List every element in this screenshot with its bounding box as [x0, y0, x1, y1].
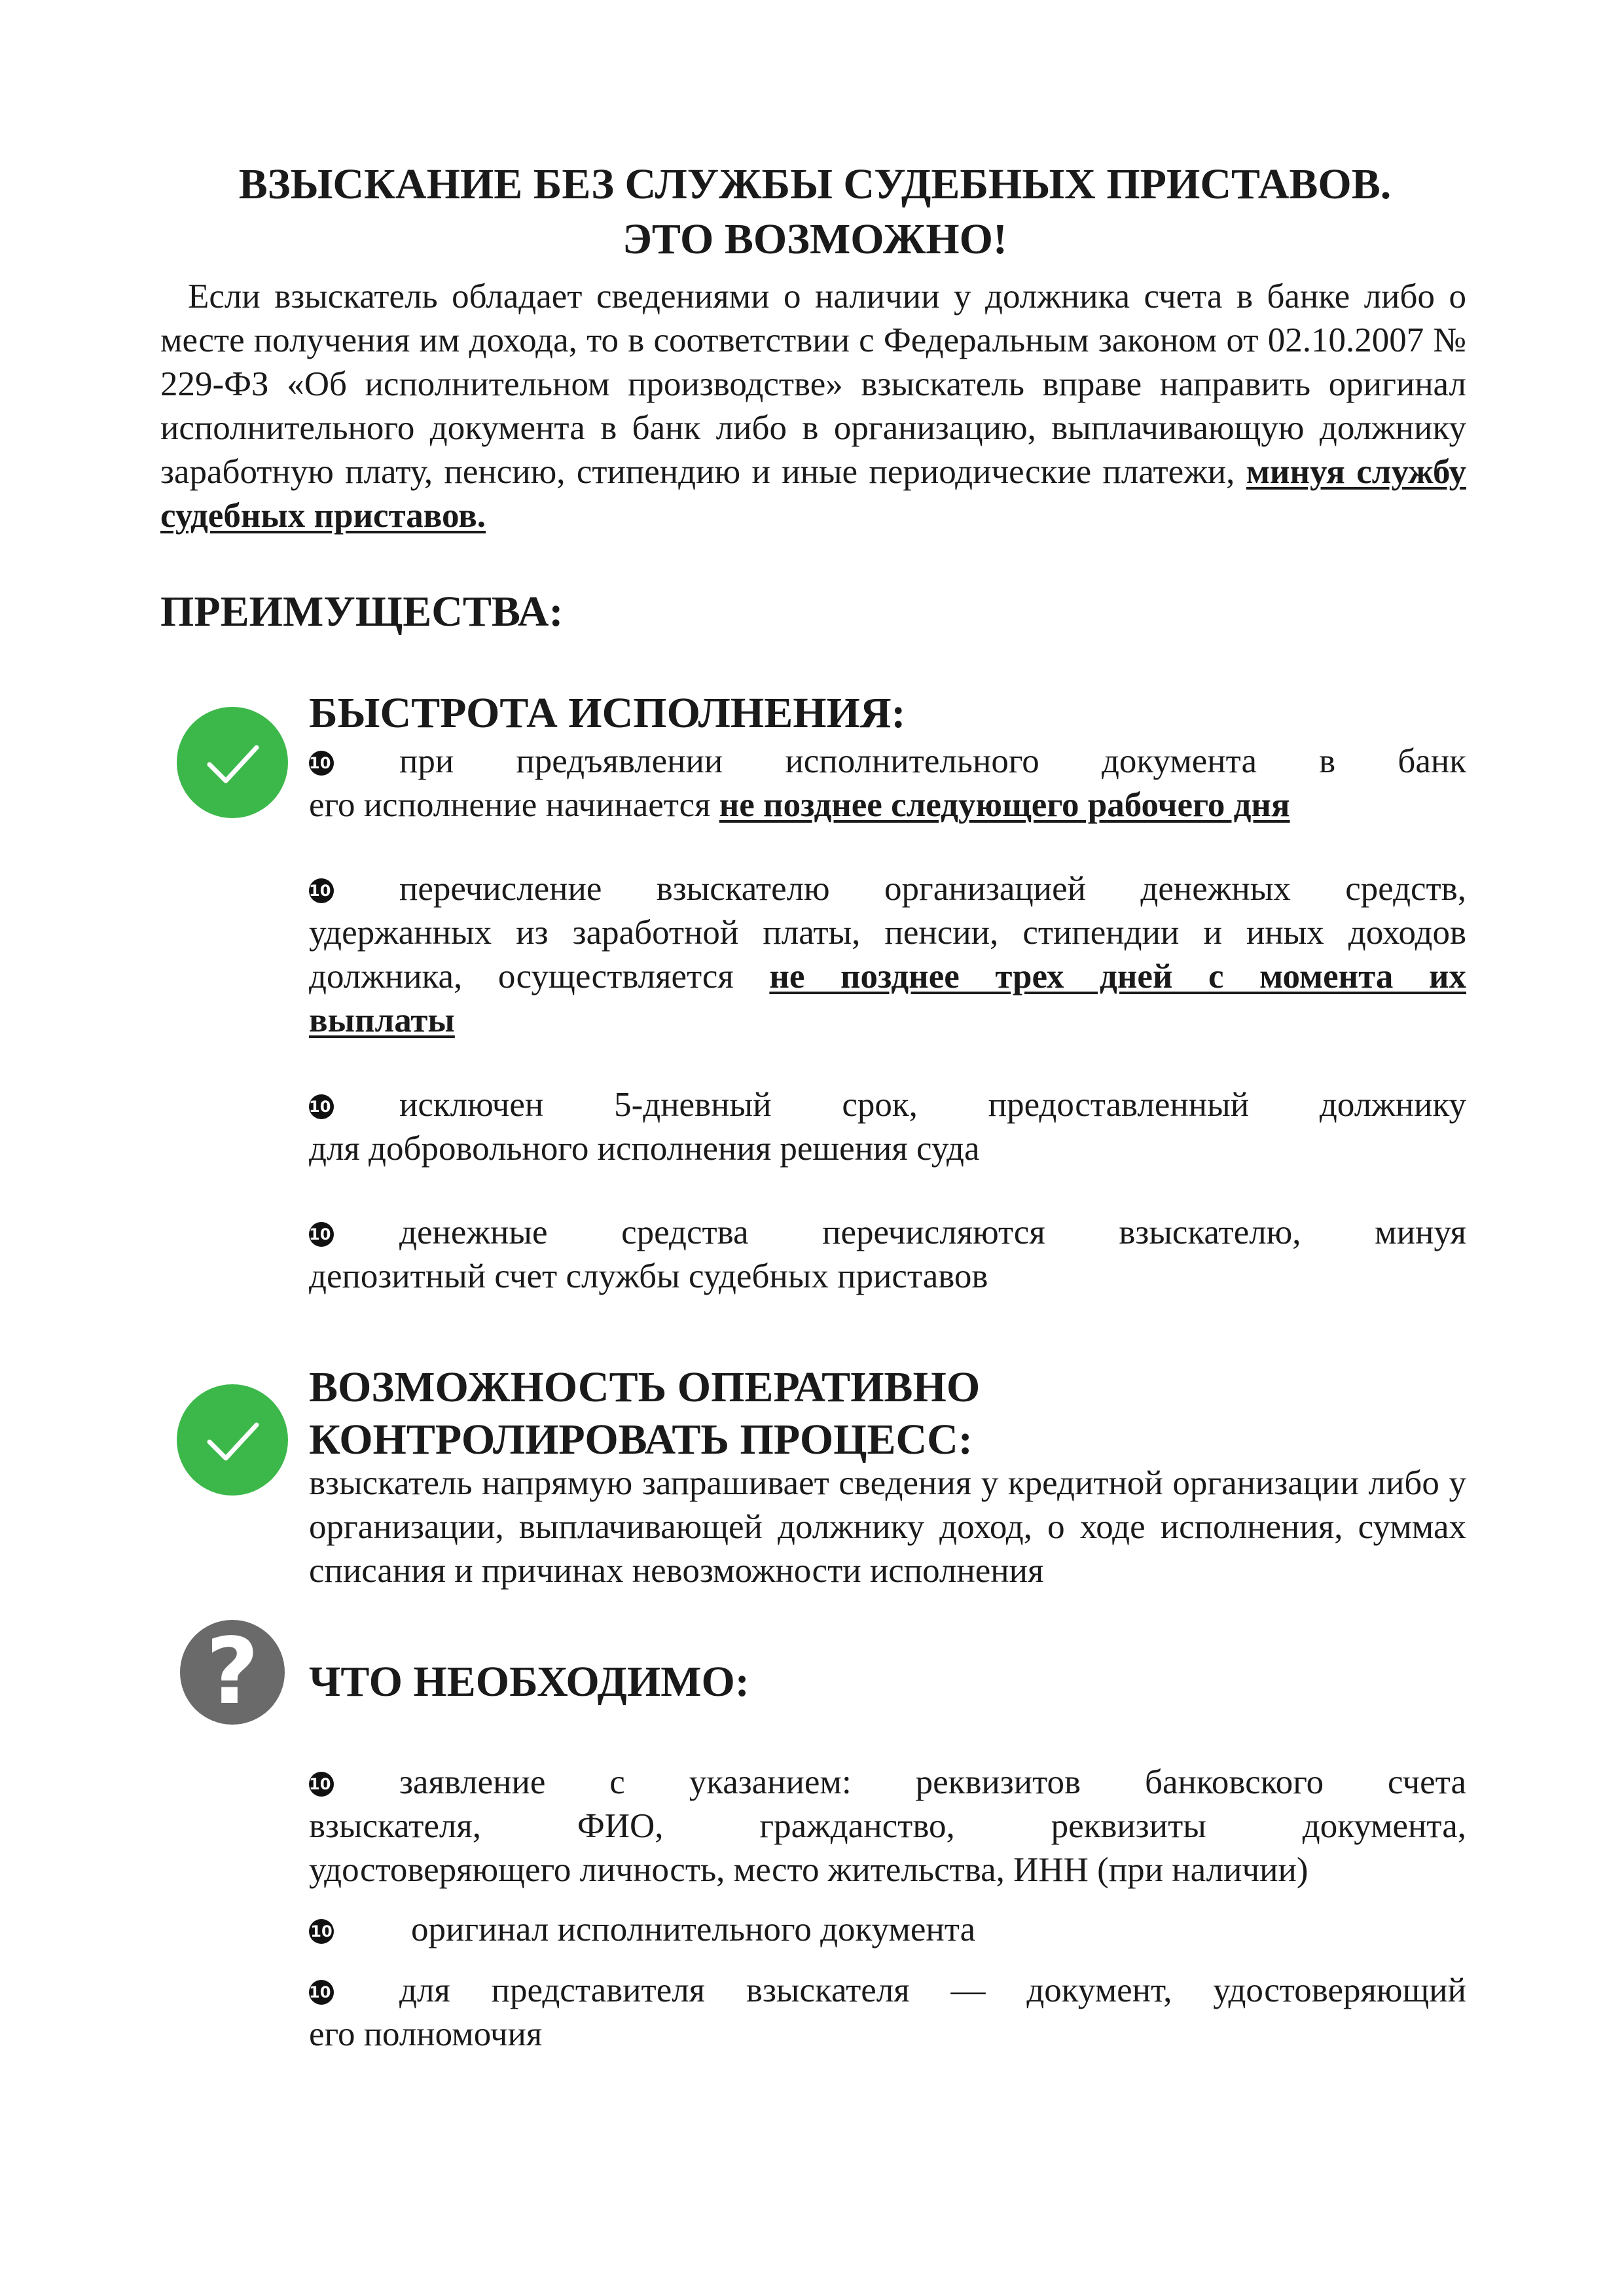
speed-item-2-line4 — [309, 999, 1466, 1043]
need-item-3-line1 — [309, 1969, 1466, 2013]
speed-item-4-rest: депозитный счет службы судебных приставов — [309, 1257, 988, 1295]
speed-item-3-rest: для добровольного исполнения решения суда — [309, 1130, 980, 1168]
speed-item-2-emphasis-a: не позднее трех дней с момента их — [769, 958, 1466, 996]
title-line-2: ЭТО ВОЗМОЖНО! — [623, 215, 1007, 263]
need-item-3-text: для представителя взыскателя — документ, удостоверяющий — [399, 1971, 1466, 2009]
bullet-icon: 10 — [309, 878, 334, 903]
speed-item-3-text: исключен 5-дневный срок, предоставленный должнику — [399, 1086, 1466, 1124]
need-heading: ЧТО НЕОБХОДИМО: — [309, 1658, 749, 1706]
bullet-icon: 10 — [309, 1094, 334, 1119]
speed-item-2 — [309, 867, 1466, 1043]
control-heading — [309, 1361, 1474, 1466]
speed-item-2-text: перечисление взыскателю организацией денежных средств, — [399, 870, 1466, 908]
speed-item-2-line1 — [309, 867, 1466, 911]
need-item-1-line1 — [309, 1761, 1466, 1804]
bullet-icon: 10 — [309, 1980, 334, 2005]
check-circle-icon — [177, 1384, 288, 1496]
speed-item-1-text: при предъявлении исполнительного документа в банк — [399, 742, 1466, 780]
speed-item-4-text: денежные средства перечисляются взыскателю, минуя — [399, 1213, 1466, 1251]
advantages-heading: ПРЕИМУЩЕСТВА: — [160, 588, 564, 636]
speed-item-3-line1 — [309, 1083, 1466, 1127]
speed-item-1-line1 — [309, 740, 1466, 783]
intro-paragraph — [160, 275, 1466, 538]
speed-item-1-rest-text: его исполнение начинается — [309, 786, 719, 824]
speed-item-4 — [309, 1211, 1466, 1299]
speed-item-2-line3-text: должника, осуществляется — [309, 958, 770, 996]
title-line-1: ВЗЫСКАНИЕ БЕЗ СЛУЖБЫ СУДЕБНЫХ ПРИСТАВОВ. — [238, 160, 1392, 208]
speed-item-1 — [309, 740, 1466, 827]
speed-item-1-rest — [309, 783, 1466, 827]
speed-item-2-line2: удержанных из заработной платы, пенсии, стипендии и иных доходов — [309, 914, 1466, 952]
need-item-1-rest: удостоверяющего личность, место жительства, ИНН (при наличии) — [309, 1851, 1308, 1889]
control-heading-line2: КОНТРОЛИРОВАТЬ ПРОЦЕСС: — [309, 1416, 973, 1463]
bullet-icon: 10 — [309, 1772, 334, 1797]
need-item-3-rest: его полномочия — [309, 2015, 543, 2053]
bullet-icon: 10 — [309, 1919, 334, 1944]
speed-item-4-line1 — [309, 1211, 1466, 1255]
need-item-1 — [309, 1761, 1466, 1892]
intro-text: Если взыскатель обладает сведениями о наличии у должника счета в банке либо о месте получения им дохода, то в соответствии с Федеральным законом от 02.10.2007 № 229-ФЗ «Об исполнительном производстве» взыскатель вправе направить оригинал исполнительного документа в банк либо в организацию, выплачивающую должнику заработную плату, пенсию, стипендию и иные периодические платежи, — [160, 278, 1466, 491]
bullet-icon: 10 — [309, 1222, 334, 1247]
speed-item-2-line3 — [309, 955, 1466, 999]
need-item-2 — [309, 1908, 1466, 1952]
speed-heading: БЫСТРОТА ИСПОЛНЕНИЯ: — [309, 689, 906, 737]
need-item-2-text: оригинал исполнительного документа — [411, 1910, 976, 1948]
need-item-1-line2: взыскателя, ФИО, гражданство, реквизиты документа, — [309, 1807, 1466, 1845]
need-item-3 — [309, 1969, 1466, 2056]
intro-emphasis: минуя службу судебных приставов. — [160, 453, 1466, 535]
speed-item-1-emphasis: не позднее следующего рабочего дня — [719, 786, 1290, 824]
bullet-icon: 10 — [309, 751, 334, 776]
check-mark-icon — [177, 707, 288, 818]
need-item-1-text: заявление с указанием: реквизитов банковского счета — [399, 1763, 1466, 1801]
check-circle-icon — [177, 707, 288, 818]
question-circle-icon: ? — [180, 1620, 285, 1725]
control-heading-line1: ВОЗМОЖНОСТЬ ОПЕРАТИВНО — [309, 1363, 981, 1411]
control-paragraph: взыскатель напрямую запрашивает сведения у кредитной организации либо у организации, выплачивающей должнику доход, о ходе исполнения, суммах списания и причинах невозможности исполнения — [309, 1464, 1466, 1590]
speed-item-2-emphasis-b: выплаты — [309, 1001, 455, 1039]
need-item-2-line1 — [309, 1908, 1466, 1952]
check-mark-icon — [177, 1384, 288, 1496]
speed-item-3 — [309, 1083, 1466, 1171]
